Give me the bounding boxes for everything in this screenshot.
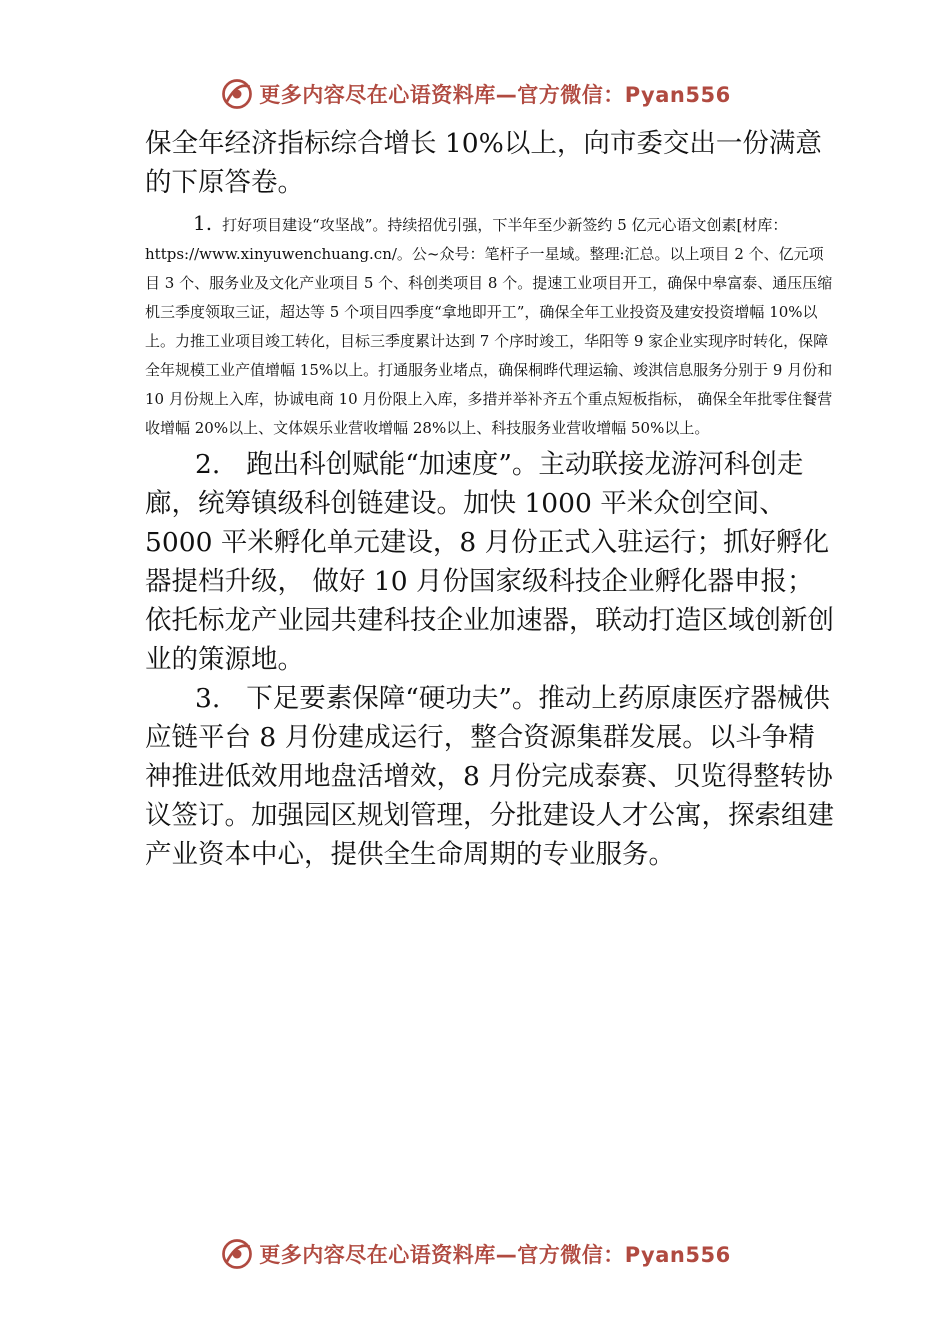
- document-body: [145, 124, 835, 874]
- item-number: 2.: [195, 449, 221, 480]
- intro-paragraph: 保全年经济指标综合增长 10%以上，向市委交出一份满意的下原答卷。: [145, 128, 822, 198]
- brand-logo-icon: [219, 76, 255, 112]
- header-banner: [0, 72, 950, 116]
- item-number: 3.: [195, 683, 221, 714]
- list-item: [145, 445, 835, 679]
- item-text: 跑出科创赋能“加速度”。主动联接龙游河科创走廊，统筹镇级科创链建设。加快 1000 平米众创空间、5000 平米孵化单元建设，8 月份正式入驻运行；抓好孵化器提档升级， 做好 10 月份国家级科技企业孵化器申报；依托标龙产业园共建科技企业加速器，联动打造区域创新创业的策源地。: [145, 449, 834, 675]
- list-item: [145, 679, 835, 874]
- footer-banner-text: 更多内容尽在心语资料库—官方微信：Pyan556: [259, 1243, 731, 1267]
- item-number: 1.: [193, 211, 213, 235]
- footer-banner: [0, 1232, 950, 1276]
- list-item: [145, 209, 835, 443]
- item-text: 打好项目建设“攻坚战”。持续招优引强，下半年至少新签约 5 亿元心语文创素[材库：https://www.xinyuwenchuang.cn/。公~众号：笔杆子一星域。整理:汇总。以上项目 2 个、亿元项目 3 个、服务业及文化产业项目 5 个、科创类项目 8 个。提速工业项目开工，确保中皋富泰、通压压缩机三季度领取三证，超达等 5 个项目四季度“拿地即开工”，确保全年工业投资及建安投资增幅 10%以上。力推工业项目竣工转化，目标三季度累计达到 7 个序时竣工，华阳等 9 家企业实现序时转化，保障全年规模工业产值增幅 15%以上。打通服务业堵点，确保桐晔代理运输、竣淇信息服务分别于 9 月份和 10 月份规上入库，协诚电商 10 月份限上入库，多措并举补齐五个重点短板指标， 确保全年批零住餐营收增幅 20%以上、文体娱乐业营收增幅 28%以上、科技服务业营收增幅 50%以上。: [145, 216, 833, 437]
- brand-logo-icon: [219, 1236, 255, 1272]
- header-banner-text: 更多内容尽在心语资料库—官方微信：Pyan556: [259, 83, 731, 107]
- item-text: 下足要素保障“硬功夫”。推动上药原康医疗器械供应链平台 8 月份建成运行，整合资源集群发展。以斗争精神推进低效用地盘活增效，8 月份完成泰赛、贝览得整转协议签订。加强园区规划管理，分批建设人才公寓，探索组建产业资本中心，提供全生命周期的专业服务。: [145, 683, 834, 870]
